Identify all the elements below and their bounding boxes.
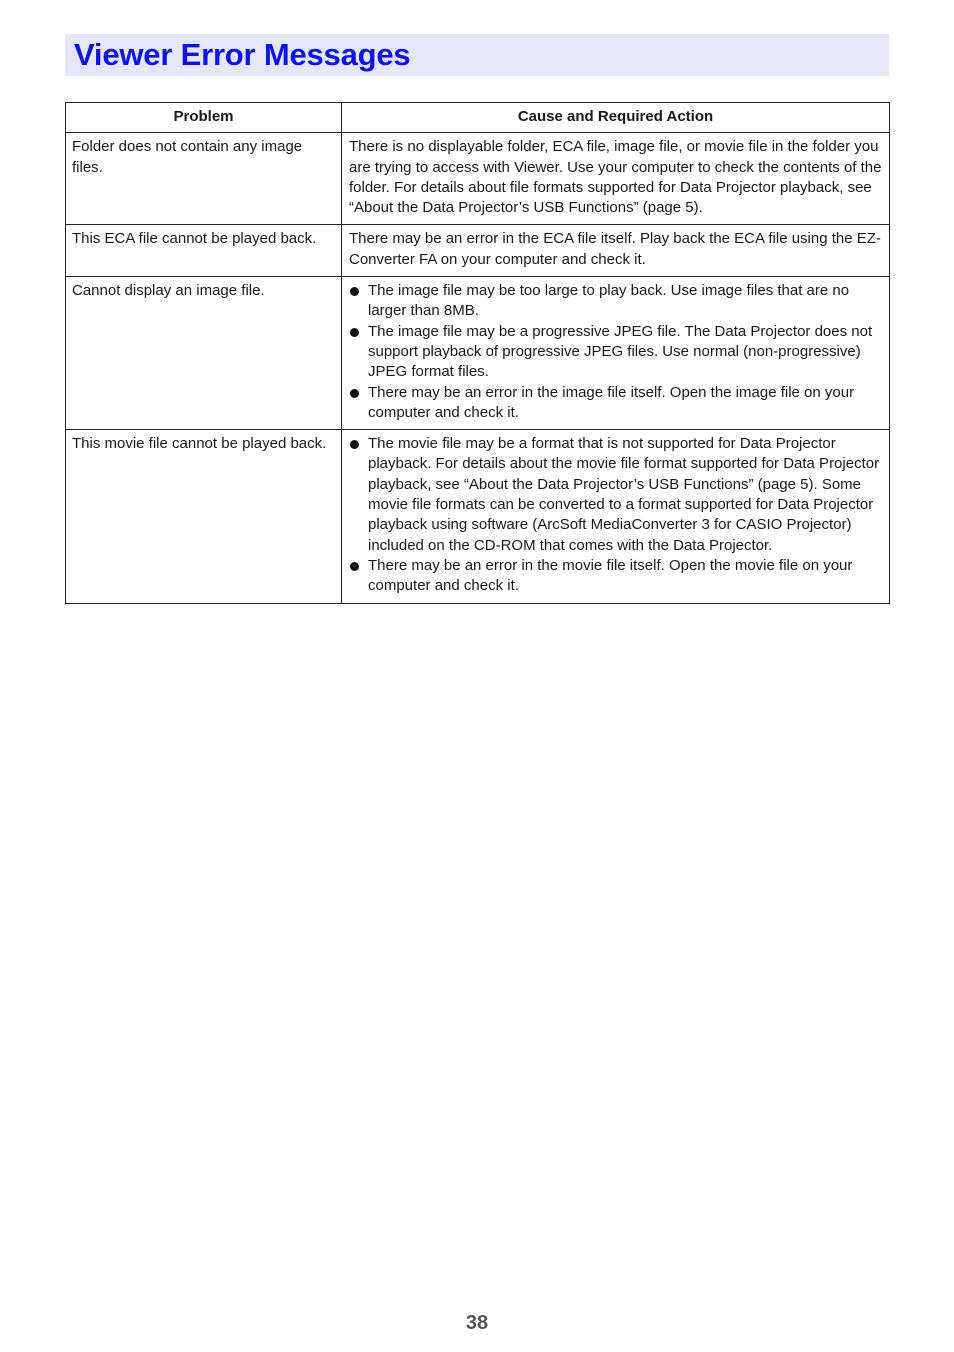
problem-cell: This ECA file cannot be played back. [66,225,342,277]
bullet-item: The image file may be too large to play back. Use image files that are no larger than 8MB. [349,281,883,322]
problem-cell: Folder does not contain any image files. [66,133,342,225]
page-number: 38 [465,1312,489,1334]
bullet-item: There may be an error in the image file itself. Open the image file on your computer and check it. [349,383,883,424]
action-bullet-list [349,281,883,423]
problem-cell: Cannot display an image file. [66,277,342,430]
action-cell [342,277,890,430]
action-cell: There is no displayable folder, ECA file, image file, or movie file in the folder you are trying to access with Viewer. Use your computer to check the contents of the folder. For details about file formats supported for Data Projector playback, see “About the Data Projector’s USB Functions” (page 5). [342,133,890,225]
action-cell [342,430,890,603]
action-cell: There may be an error in the ECA file itself. Play back the ECA file using the EZ-Converter FA on your computer and check it. [342,225,890,277]
column-header-cause-action: Cause and Required Action [342,103,890,133]
bullet-item: The movie file may be a format that is not supported for Data Projector playback. For details about the movie file format supported for Data Projector playback, see “About the Data Projector’s USB Functions” (page 5). Some movie file formats can be converted to a format supported for Data Projector playback using software (ArcSoft MediaConverter 3 for CASIO Projector) included on the CD-ROM that comes with the Data Projector. [349,434,883,556]
bullet-item: The image file may be a progressive JPEG file. The Data Projector does not support playback of progressive JPEG files. Use normal (non-progressive) JPEG format files. [349,322,883,383]
table-row [66,430,890,603]
page-title-bar [65,34,889,76]
problem-cell: This movie file cannot be played back. [66,430,342,603]
column-header-problem: Problem [66,103,342,133]
table-row [66,133,890,225]
action-bullet-list [349,434,883,596]
table-row [66,277,890,430]
bullet-item: There may be an error in the movie file itself. Open the movie file on your computer and check it. [349,556,883,597]
table-header-row [66,103,890,133]
table-row [66,225,890,277]
error-messages-table [65,102,890,604]
page-title: Viewer Error Messages [74,37,411,72]
